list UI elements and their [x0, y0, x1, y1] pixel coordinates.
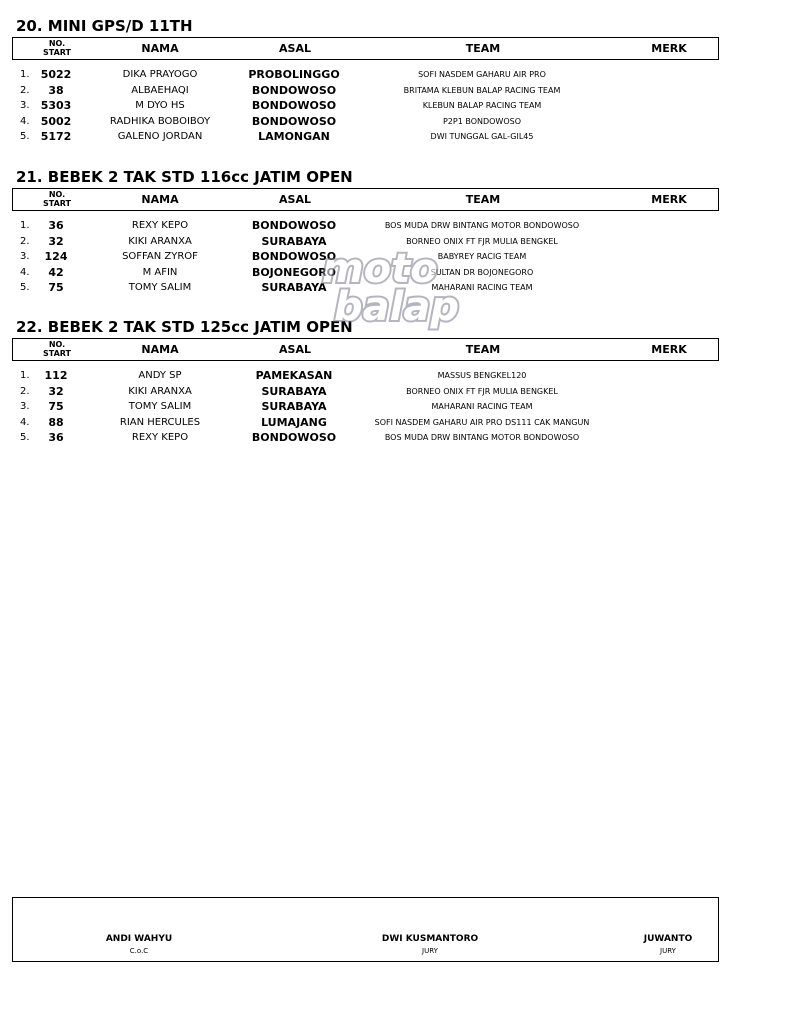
table-row — [12, 98, 719, 114]
col-merk: MERK — [651, 42, 687, 55]
cell-no: 112 — [44, 369, 68, 382]
cell-team: BOS MUDA DRW BINTANG MOTOR BONDOWOSO — [384, 433, 580, 442]
col-team: TEAM — [465, 343, 501, 356]
cell-no: 32 — [48, 384, 64, 398]
cell-no: 5303 — [40, 99, 72, 112]
cell-nama: DIKA PRAYOGO — [122, 69, 198, 80]
cell-nama: RIAN HERCULES — [119, 416, 201, 428]
cell-asal: BONDOWOSO — [251, 219, 337, 232]
cell-nama: TOMY SALIM — [128, 401, 192, 412]
cell-no: 75 — [48, 281, 64, 294]
col-team: TEAM — [465, 42, 501, 55]
cell-pos: 1. — [20, 69, 30, 80]
cell-nama: KIKI ARANXA — [128, 235, 192, 247]
col-asal: ASAL — [279, 42, 311, 55]
cell-nama: M AFIN — [142, 266, 178, 278]
cell-team: BORNEO ONIX FT FJR MULIA BENGKEL — [406, 386, 558, 396]
table-body — [12, 368, 719, 446]
cell-asal: LUMAJANG — [261, 415, 327, 429]
col-asal: ASAL — [279, 193, 311, 206]
cell-team: MASSUS BENGKEL120 — [437, 371, 527, 380]
cell-asal: BONDOWOSO — [251, 114, 337, 128]
cell-pos: 3. — [20, 100, 30, 111]
watermark-text: moto — [322, 246, 438, 292]
cell-pos: 2. — [20, 235, 30, 247]
table-row — [12, 384, 719, 400]
watermark-text: balap — [334, 284, 459, 330]
cell-no: 5172 — [40, 130, 72, 143]
signature-jury-2 — [635, 934, 701, 955]
cell-nama: ANDY SP — [138, 370, 182, 381]
table-row — [12, 218, 719, 234]
cell-team: P2P1 BONDOWOSO — [442, 116, 522, 126]
cell-pos: 5. — [20, 432, 30, 443]
section-title: 21. BEBEK 2 TAK STD 116cc JATIM OPEN — [16, 168, 353, 186]
cell-no: 5022 — [40, 68, 72, 81]
section-title: 22. BEBEK 2 TAK STD 125cc JATIM OPEN — [16, 318, 353, 336]
cell-nama: REXY KEPO — [131, 432, 189, 443]
cell-pos: 5. — [20, 131, 30, 142]
cell-asal: PROBOLINGGO — [248, 68, 340, 81]
cell-team: SOFI NASDEM GAHARU AIR PRO DS111 CAK MANGUN — [374, 417, 590, 427]
cell-team: BRITAMA KLEBUN BALAP RACING TEAM — [403, 85, 561, 95]
cell-team: MAHARANI RACING TEAM — [431, 402, 533, 411]
col-merk: MERK — [651, 343, 687, 356]
table-body — [12, 218, 719, 296]
cell-team: KLEBUN BALAP RACING TEAM — [422, 101, 542, 110]
table-row — [12, 234, 719, 250]
signature-name: DWI KUSMANTORO — [381, 934, 479, 944]
signature-role: C.o.C — [129, 947, 149, 955]
col-nama: NAMA — [141, 42, 179, 55]
cell-asal: BONDOWOSO — [251, 250, 337, 263]
cell-no: 42 — [48, 265, 64, 279]
cell-team: SULTAN DR BOJONEGORO — [430, 267, 534, 277]
table-row — [12, 368, 719, 384]
signature-box — [12, 897, 719, 962]
table-row — [12, 415, 719, 431]
col-nama: NAMA — [141, 343, 179, 356]
table-header — [12, 338, 719, 361]
col-no-start: NO. START — [42, 340, 72, 358]
cell-pos: 4. — [20, 266, 30, 278]
cell-nama: ALBAEHAQI — [131, 84, 189, 96]
signature-jury-1 — [375, 934, 485, 955]
section-21 — [12, 167, 719, 296]
signature-role: JURY — [660, 947, 676, 955]
table-row — [12, 280, 719, 296]
cell-team: BABYREY RACIG TEAM — [437, 252, 527, 261]
cell-nama: KIKI ARANXA — [128, 385, 192, 397]
cell-asal: BOJONEGORO — [251, 265, 337, 279]
col-merk: MERK — [651, 193, 687, 206]
cell-nama: REXY KEPO — [131, 220, 189, 231]
cell-pos: 4. — [20, 416, 30, 428]
table-row — [12, 129, 719, 145]
col-nama: NAMA — [141, 193, 179, 206]
cell-asal: BONDOWOSO — [251, 83, 337, 97]
table-row — [12, 67, 719, 83]
cell-asal: SURABAYA — [261, 400, 327, 413]
table-row — [12, 430, 719, 446]
cell-asal: BONDOWOSO — [251, 431, 337, 444]
cell-pos: 3. — [20, 251, 30, 262]
signature-name: JUWANTO — [643, 934, 693, 944]
cell-nama: SOFFAN ZYROF — [122, 251, 198, 262]
cell-team: BOS MUDA DRW BINTANG MOTOR BONDOWOSO — [384, 221, 580, 230]
cell-asal: PAMEKASAN — [255, 369, 333, 382]
col-team: TEAM — [465, 193, 501, 206]
cell-asal: LAMONGAN — [258, 130, 330, 143]
cell-team: SOFI NASDEM GAHARU AIR PRO — [418, 70, 546, 79]
cell-asal: BONDOWOSO — [251, 99, 337, 112]
cell-asal: SURABAYA — [261, 234, 327, 248]
table-row — [12, 399, 719, 415]
cell-no: 75 — [48, 400, 64, 413]
table-row — [12, 265, 719, 281]
cell-no: 88 — [48, 415, 64, 429]
cell-no: 38 — [48, 83, 64, 97]
cell-nama: GALENO JORDAN — [117, 131, 203, 142]
signature-role: JURY — [422, 947, 438, 955]
table-body — [12, 67, 719, 145]
cell-pos: 2. — [20, 385, 30, 397]
cell-pos: 5. — [20, 282, 30, 293]
cell-pos: 3. — [20, 401, 30, 412]
cell-team: MAHARANI RACING TEAM — [431, 283, 533, 292]
cell-nama: M DYO HS — [135, 100, 185, 111]
col-asal: ASAL — [279, 343, 311, 356]
col-no-start: NO. START — [42, 190, 72, 208]
cell-pos: 1. — [20, 370, 30, 381]
cell-no: 36 — [48, 431, 64, 444]
cell-no: 36 — [48, 219, 64, 232]
cell-pos: 1. — [20, 220, 30, 231]
cell-team: DWI TUNGGAL GAL-GIL45 — [430, 132, 534, 141]
cell-pos: 4. — [20, 115, 30, 127]
table-header — [12, 188, 719, 211]
cell-team: BORNEO ONIX FT FJR MULIA BENGKEL — [406, 236, 558, 246]
signature-name: ANDI WAHYU — [105, 934, 173, 944]
section-20 — [12, 16, 719, 145]
cell-no: 124 — [44, 250, 68, 263]
table-header — [12, 37, 719, 60]
signature-coc — [99, 934, 179, 955]
table-row — [12, 114, 719, 130]
cell-nama: TOMY SALIM — [128, 282, 192, 293]
section-22 — [12, 317, 719, 446]
section-title: 20. MINI GPS/D 11TH — [16, 17, 193, 35]
cell-asal: SURABAYA — [261, 281, 327, 294]
table-row — [12, 249, 719, 265]
cell-no: 32 — [48, 234, 64, 248]
cell-no: 5002 — [40, 114, 72, 128]
cell-pos: 2. — [20, 84, 30, 96]
cell-nama: RADHIKA BOBOIBOY — [109, 115, 211, 127]
col-no-start: NO. START — [42, 39, 72, 57]
table-row — [12, 83, 719, 99]
cell-asal: SURABAYA — [261, 384, 327, 398]
